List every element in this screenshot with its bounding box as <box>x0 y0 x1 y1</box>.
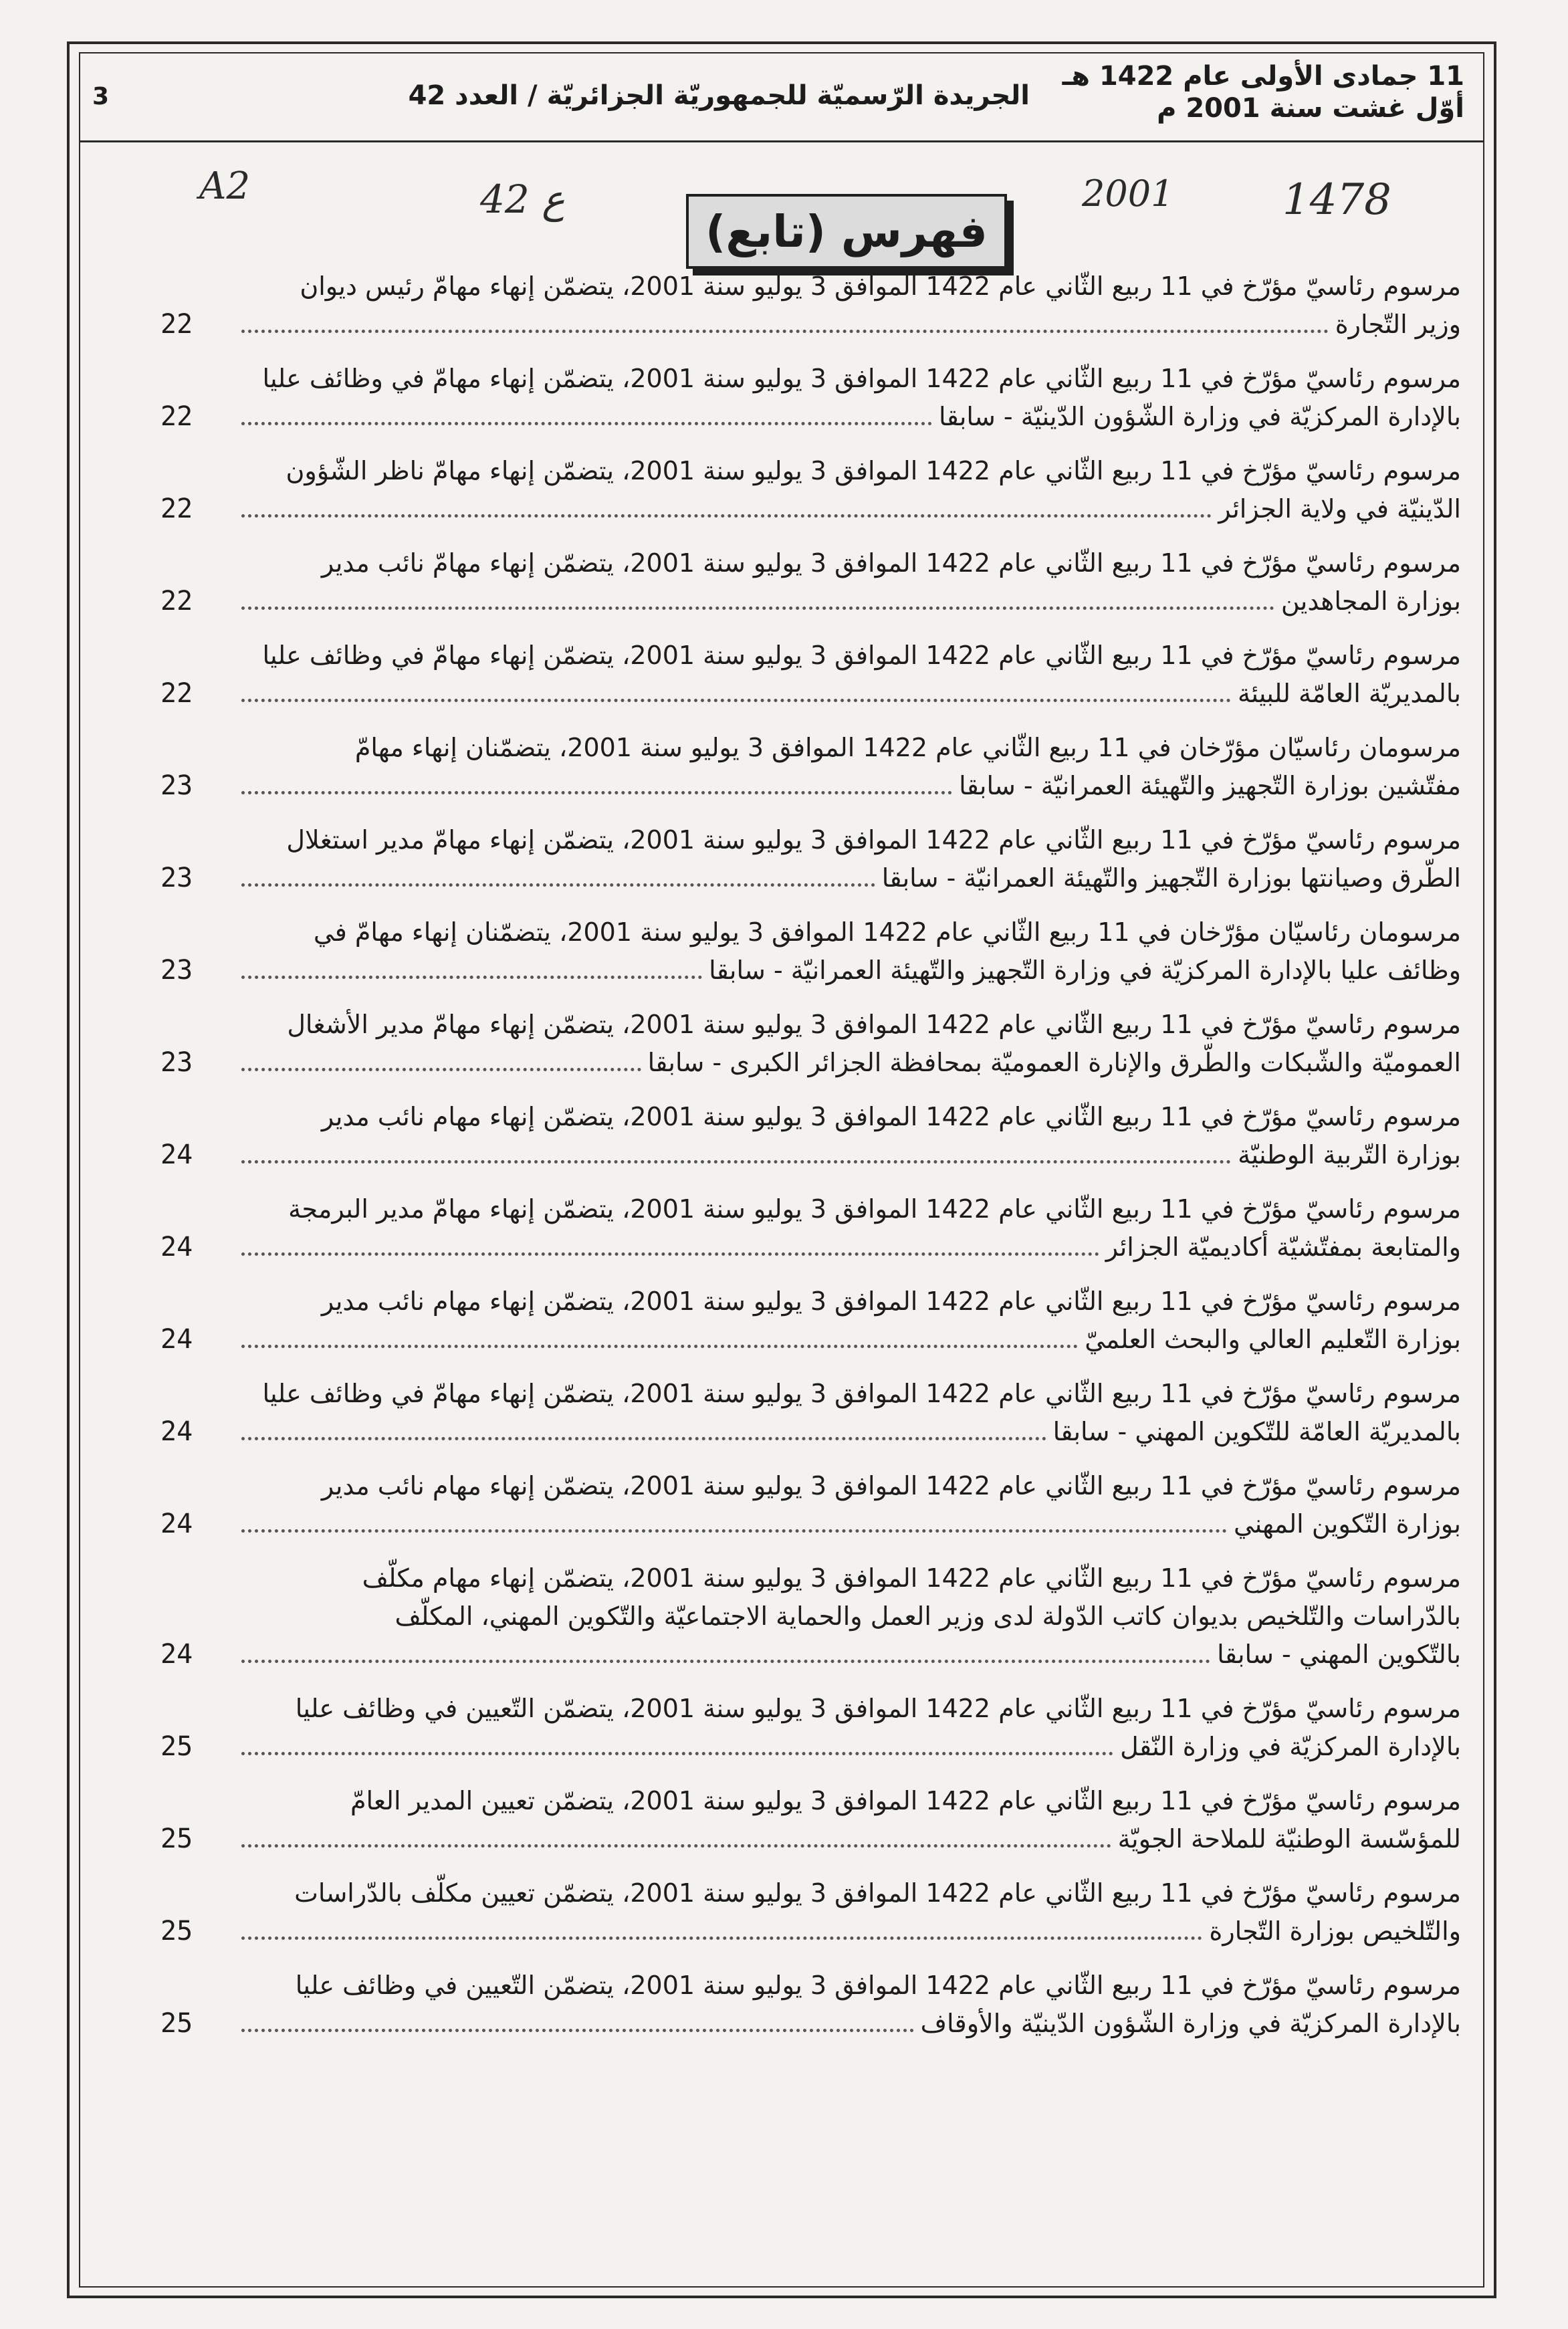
entry-line: العموميّة والشّبكات والطّرق والإنارة العموميّة بمحافظة الجزائر الكبرى - سابقا <box>647 1048 1461 1077</box>
entry-last-line <box>237 398 1461 436</box>
entry-line: مرسوم رئاسيّ مؤرّخ في 11 ربيع الثّاني عام 1422 الموافق 3 يوليو سنة 2001، يتضمّن إنهاء مهامّ نائب مدير <box>321 548 1461 578</box>
index-entry <box>160 1874 1461 1951</box>
index-entry <box>160 360 1461 436</box>
entry-line: مرسوم رئاسيّ مؤرّخ في 11 ربيع الثّاني عام 1422 الموافق 3 يوليو سنة 2001، يتضمّن إنهاء مهام نائب مدير <box>321 1102 1461 1131</box>
entry-text <box>237 1559 1461 1674</box>
entry-line: والتّلخيص بوزارة التّجارة <box>1209 1916 1461 1946</box>
entry-page-number: 24 <box>160 1232 193 1262</box>
entry-line: والمتابعة بمفتّشيّة أكاديميّة الجزائر <box>1105 1232 1461 1262</box>
entry-text <box>237 544 1461 621</box>
index-entry <box>160 1098 1461 1174</box>
entry-last-line <box>237 675 1461 713</box>
entry-last-line <box>237 490 1461 528</box>
entry-line: مرسومان رئاسيّان مؤرّخان في 11 ربيع الثّاني عام 1422 الموافق 3 يوليو سنة 2001، يتضمّنان إنهاء مهامّ <box>354 733 1461 762</box>
index-entry <box>160 267 1461 344</box>
page-number: 3 <box>92 83 110 110</box>
entry-line: مرسوم رئاسيّ مؤرّخ في 11 ربيع الثّاني عام 1422 الموافق 3 يوليو سنة 2001، يتضمّن إنهاء مهامّ رئيس ديوان <box>300 271 1461 301</box>
entry-line: مرسوم رئاسيّ مؤرّخ في 11 ربيع الثّاني عام 1422 الموافق 3 يوليو سنة 2001، يتضمّن التّعيين في وظائف عليا <box>295 1971 1461 2000</box>
handwritten-note-number: 1478 <box>1282 175 1391 225</box>
entry-line: بوزارة التّربية الوطنيّة <box>1238 1140 1461 1170</box>
entry-page-number: 23 <box>160 955 193 986</box>
leader-dots <box>241 422 932 425</box>
entry-line: مفتّشين بوزارة التّجهيز والتّهيئة العمرانيّة - سابقا <box>959 771 1461 800</box>
index-entry <box>160 1782 1461 1858</box>
entry-line: مرسوم رئاسيّ مؤرّخ في 11 ربيع الثّاني عام 1422 الموافق 3 يوليو سنة 2001، يتضمّن إنهاء مهامّ في وظائف عليا <box>262 641 1461 670</box>
index-entry <box>160 637 1461 713</box>
entry-line: وزير التّجارة <box>1335 310 1461 339</box>
index-entry <box>160 544 1461 621</box>
journal-title: الجريدة الرّسميّة للجمهوريّة الجزائريّة / العدد 42 <box>408 80 1030 111</box>
entry-line: مرسوم رئاسيّ مؤرّخ في 11 ربيع الثّاني عام 1422 الموافق 3 يوليو سنة 2001، يتضمّن إنهاء مهامّ في وظائف عليا <box>262 364 1461 393</box>
entry-text <box>237 1006 1461 1082</box>
entry-last-line <box>237 952 1461 990</box>
entry-line: الدّينيّة في ولاية الجزائر <box>1218 494 1461 524</box>
entry-line: وظائف عليا بالإدارة المركزيّة في وزارة التّجهيز والتّهيئة العمرانيّة - سابقا <box>709 956 1461 985</box>
entry-page-number: 22 <box>160 493 193 524</box>
entry-line: بوزارة التّعليم العالي والبحث العلميّ <box>1085 1325 1461 1354</box>
index-entry <box>160 729 1461 805</box>
entry-line: مرسوم رئاسيّ مؤرّخ في 11 ربيع الثّاني عام 1422 الموافق 3 يوليو سنة 2001، يتضمّن إنهاء مهامّ في وظائف عليا <box>262 1379 1461 1408</box>
leader-dots <box>241 1936 1202 1940</box>
index-entry <box>160 1190 1461 1266</box>
index-entry <box>160 1967 1461 2043</box>
entry-page-number: 24 <box>160 1324 193 1355</box>
entry-text <box>237 267 1461 344</box>
leader-dots <box>241 514 1212 518</box>
entry-page-number: 24 <box>160 1139 193 1170</box>
entry-line: بالتّكوين المهني - سابقا <box>1217 1640 1461 1669</box>
entry-last-line <box>237 1136 1461 1174</box>
entry-line: مرسوم رئاسيّ مؤرّخ في 11 ربيع الثّاني عام 1422 الموافق 3 يوليو سنة 2001، يتضمّن إنهاء مهام نائب مدير <box>321 1287 1461 1316</box>
entry-line: بالإدارة المركزيّة في وزارة الشّؤون الدّينيّة - سابقا <box>939 402 1461 431</box>
entry-line: مرسوم رئاسيّ مؤرّخ في 11 ربيع الثّاني عام 1422 الموافق 3 يوليو سنة 2001، يتضمّن إنهاء مهامّ ناظر الشّؤون <box>286 456 1461 485</box>
page-header <box>79 52 1484 132</box>
entry-last-line <box>237 582 1461 621</box>
leader-dots <box>241 1345 1078 1348</box>
leader-dots <box>241 1752 1113 1755</box>
entry-page-number: 24 <box>160 1416 193 1447</box>
index-title-box <box>686 194 1007 269</box>
entry-text <box>237 360 1461 436</box>
index-entry <box>160 1559 1461 1674</box>
entry-text <box>237 1874 1461 1951</box>
entry-line: بوزارة التّكوين المهني <box>1233 1509 1461 1539</box>
header-date-hijri: 11 جمادى الأولى عام 1422 هـ <box>1062 61 1464 92</box>
entry-text <box>237 637 1461 713</box>
index-entry <box>160 821 1461 897</box>
entry-line: مرسوم رئاسيّ مؤرّخ في 11 ربيع الثّاني عام 1422 الموافق 3 يوليو سنة 2001، يتضمّن إنهاء مهامّ مدير البرمجة <box>288 1194 1461 1224</box>
index-entry <box>160 1375 1461 1451</box>
entry-last-line <box>237 1044 1461 1082</box>
entry-line: بالمديريّة العامّة للتّكوين المهني - سابقا <box>1052 1417 1461 1446</box>
entry-text <box>237 821 1461 897</box>
entry-line: مرسوم رئاسيّ مؤرّخ في 11 ربيع الثّاني عام 1422 الموافق 3 يوليو سنة 2001، يتضمّن إنهاء مهام مكلّف <box>362 1563 1461 1593</box>
entry-text <box>237 1190 1461 1266</box>
entry-text <box>237 452 1461 528</box>
index-title: فهرس (تابع) <box>705 205 988 257</box>
leader-dots <box>241 1160 1231 1163</box>
entry-page-number: 24 <box>160 1509 193 1539</box>
entry-last-line <box>237 1636 1461 1674</box>
entry-text <box>237 1690 1461 1766</box>
leader-dots <box>241 699 1231 702</box>
entry-text <box>237 1375 1461 1451</box>
leader-dots <box>241 791 952 794</box>
index-entry <box>160 452 1461 528</box>
entry-last-line <box>237 1728 1461 1766</box>
entry-text <box>237 1283 1461 1359</box>
entry-page-number: 22 <box>160 678 193 709</box>
entry-last-line <box>237 306 1461 344</box>
leader-dots <box>241 1252 1099 1256</box>
leader-dots <box>241 330 1329 333</box>
entry-page-number: 24 <box>160 1639 193 1670</box>
handwritten-note-year: 2001 <box>1082 173 1174 215</box>
header-date-gregorian: أوّل غشت سنة 2001 م <box>1157 93 1464 124</box>
entry-line: الطّرق وصيانتها بوزارة التّجهيز والتّهيئة العمرانيّة - سابقا <box>881 863 1461 893</box>
entry-page-number: 22 <box>160 309 193 340</box>
entry-last-line <box>237 1413 1461 1451</box>
entry-line: بالإدارة المركزيّة في وزارة النّقل <box>1120 1732 1461 1761</box>
entry-page-number: 23 <box>160 863 193 893</box>
entry-line: للمؤسّسة الوطنيّة للملاحة الجويّة <box>1117 1824 1461 1854</box>
leader-dots <box>241 606 1274 610</box>
entry-last-line <box>237 2005 1461 2043</box>
index-entry <box>160 1467 1461 1543</box>
index-entry <box>160 1006 1461 1082</box>
entry-last-line <box>237 1912 1461 1951</box>
entry-page-number: 22 <box>160 401 193 432</box>
entry-text <box>237 913 1461 990</box>
header-date <box>1062 60 1464 124</box>
entry-line: مرسوم رئاسيّ مؤرّخ في 11 ربيع الثّاني عام 1422 الموافق 3 يوليو سنة 2001، يتضمّن إنهاء مهامّ مدير الأشغال <box>287 1010 1461 1039</box>
leader-dots <box>241 1437 1046 1440</box>
entry-page-number: 23 <box>160 1047 193 1078</box>
leader-dots <box>241 883 875 887</box>
leader-dots <box>241 976 702 979</box>
entry-text <box>237 1967 1461 2043</box>
entry-text <box>237 1098 1461 1174</box>
entry-line: مرسوم رئاسيّ مؤرّخ في 11 ربيع الثّاني عام 1422 الموافق 3 يوليو سنة 2001، يتضمّن تعيين مكلّف بالدّراسات <box>294 1878 1461 1908</box>
entry-last-line <box>237 859 1461 897</box>
entry-page-number: 23 <box>160 770 193 801</box>
entry-page-number: 25 <box>160 2008 193 2039</box>
index-entries-list <box>160 267 1461 2059</box>
leader-dots <box>241 1529 1227 1533</box>
entry-line: مرسومان رئاسيّان مؤرّخان في 11 ربيع الثّاني عام 1422 الموافق 3 يوليو سنة 2001، يتضمّنان إنهاء مهامّ في <box>313 917 1461 947</box>
handwritten-note-issue: ع 42 <box>480 177 565 222</box>
entry-page-number: 25 <box>160 1731 193 1762</box>
entry-page-number: 22 <box>160 586 193 617</box>
entry-text <box>237 1782 1461 1858</box>
handwritten-note-code: A2 <box>199 164 251 208</box>
entry-last-line <box>237 1228 1461 1266</box>
entry-text <box>237 729 1461 805</box>
entry-line: مرسوم رئاسيّ مؤرّخ في 11 ربيع الثّاني عام 1422 الموافق 3 يوليو سنة 2001، يتضمّن إنهاء مهامّ مدير استغلال <box>286 825 1461 855</box>
entry-last-line <box>237 767 1461 805</box>
leader-dots <box>241 2029 914 2032</box>
leader-dots <box>241 1068 641 1071</box>
entry-page-number: 25 <box>160 1916 193 1947</box>
entry-line: بوزارة المجاهدين <box>1280 586 1461 616</box>
header-divider <box>79 140 1484 142</box>
index-entry <box>160 913 1461 990</box>
entry-last-line <box>237 1820 1461 1858</box>
index-entry <box>160 1690 1461 1766</box>
leader-dots <box>241 1844 1111 1848</box>
index-entry <box>160 1283 1461 1359</box>
entry-line: مرسوم رئاسيّ مؤرّخ في 11 ربيع الثّاني عام 1422 الموافق 3 يوليو سنة 2001، يتضمّن التّعيين في وظائف عليا <box>295 1694 1461 1723</box>
entry-line: بالإدارة المركزيّة في وزارة الشّؤون الدّينيّة والأوقاف <box>920 2009 1461 2038</box>
entry-last-line <box>237 1321 1461 1359</box>
entry-page-number: 25 <box>160 1823 193 1854</box>
entry-line: بالمديريّة العامّة للبيئة <box>1237 679 1461 708</box>
entry-last-line <box>237 1505 1461 1543</box>
entry-text <box>237 1467 1461 1543</box>
entry-line: بالدّراسات والتّلخيص بديوان كاتب الدّولة لدى وزير العمل والحماية الاجتماعيّة والتّكوين المهني، المكلّف <box>395 1601 1461 1631</box>
entry-line: مرسوم رئاسيّ مؤرّخ في 11 ربيع الثّاني عام 1422 الموافق 3 يوليو سنة 2001، يتضمّن إنهاء مهام نائب مدير <box>321 1471 1461 1501</box>
leader-dots <box>241 1660 1210 1663</box>
entry-line: مرسوم رئاسيّ مؤرّخ في 11 ربيع الثّاني عام 1422 الموافق 3 يوليو سنة 2001، يتضمّن تعيين المدير العامّ <box>350 1786 1461 1815</box>
